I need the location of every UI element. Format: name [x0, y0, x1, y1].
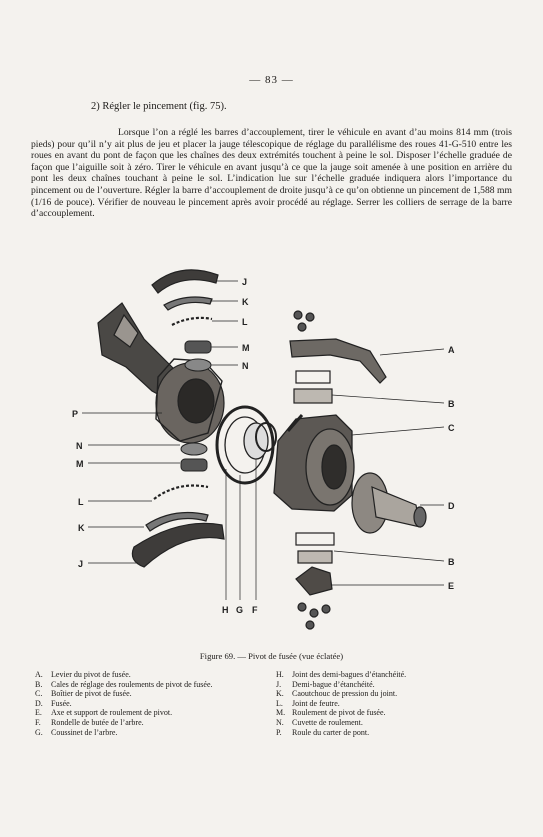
upper-bearing-group: [185, 341, 211, 371]
legend-item-P: P. Roule du carter de pont.: [276, 727, 370, 737]
knuckle-housing-drawing: [274, 415, 354, 511]
spindle-drawing: [352, 473, 426, 533]
lower-seal-group: [132, 486, 224, 568]
legend-item-G: G. Coussinet de l’arbre.: [35, 727, 118, 737]
lower-bearing-group: [181, 443, 207, 471]
callout-N-top: N: [242, 361, 249, 371]
exploded-view-figure: [40, 255, 500, 645]
legend-item-B: B. Cales de réglage des roulements de pivot de fusée.: [35, 679, 213, 689]
body-paragraph: Lorsque l’on a réglé les barres d’accouplement, tirer le véhicule en avant d’au moins 814 mm (trois pieds) pour qu’il n’y ait plus de jeu et placer la jauge télescopique de réglage du parallélisme des roues 41-G-510 entre les roues en avant du pont de façon que les chaînes des deux extrémités touchent à peine le sol. Disposer l’échelle graduée de façon que l’aiguille soit à zéro. Tirer le véhicule en avant jusqu’à ce que la jauge soit amenée à une position en arrière du pont les deux chaînes touchant à peine le sol. L’indication lue sur l’échelle graduée indiquera alors l’importance du pincement ou de l’ouverture. Régler la barre d’accouplement de droite jusqu’à ce qu’on obtienne un pincement de 1,588 mm (1/16 de pouce). Vérifier de nouveau le pincement après avoir procédé au réglage. Serrer les colliers de serrage de la barre d’accouplement.: [31, 127, 512, 220]
callout-N-bottom: N: [76, 441, 83, 451]
upper-seal-group: [152, 270, 218, 325]
figure-caption: Figure 69. — Pivot de fusée (vue éclatée): [199, 651, 344, 661]
page-number: — 83 —: [249, 74, 294, 86]
callout-E: E: [448, 581, 455, 591]
callout-K-bottom: K: [78, 523, 85, 533]
callout-G: G: [236, 605, 244, 615]
legend-item-L: L. Joint de feutre.: [276, 698, 340, 708]
legend-item-H: H. Joint des demi-bagues d’étanchéité.: [276, 670, 407, 679]
legend-item-J: J. Demi-bague d’étanchéité.: [276, 679, 375, 689]
callout-C: C: [448, 423, 455, 433]
section-heading: 2) Régler le pincement (fig. 75).: [91, 101, 227, 112]
legend-item-M: M. Roulement de pivot de fusée.: [276, 708, 386, 718]
callout-J-top: J: [242, 277, 248, 287]
legend-right-column: [276, 670, 510, 737]
callout-P: P: [72, 409, 79, 419]
legend-item-F: F. Rondelle de butée de l’arbre.: [35, 717, 144, 727]
callout-F: F: [252, 605, 258, 615]
legend-item-C: C. Boîtier de pivot de fusée.: [35, 689, 132, 699]
steering-arm-group: [290, 311, 386, 403]
legend-item-A: A. Levier du pivot de fusée.: [35, 670, 131, 679]
callout-K-top: K: [242, 297, 249, 307]
callout-L-top: L: [242, 317, 248, 327]
steering-knuckle-drawing: [40, 255, 500, 645]
legend-item-N: N. Cuvette de roulement.: [276, 717, 363, 727]
callout-A: A: [448, 345, 455, 355]
legend-item-D: D. Fusée.: [35, 698, 72, 708]
legend-item-E: E. Axe et support de roulement de pivot.: [35, 708, 173, 718]
legend-item-K: K. Caoutchouc de pression du joint.: [276, 689, 398, 699]
callout-D: D: [448, 501, 455, 511]
lower-bracket-group: [296, 533, 334, 629]
callout-B-top: B: [448, 399, 455, 409]
axle-housing-drawing: [98, 303, 224, 443]
legend-left-column: [35, 670, 275, 737]
callout-L-bottom: L: [78, 497, 84, 507]
callout-H: H: [222, 605, 229, 615]
callout-M-top: M: [242, 343, 250, 353]
callout-B-bottom: B: [448, 557, 455, 567]
callout-J-bottom: J: [78, 559, 84, 569]
callout-M-bottom: M: [76, 459, 84, 469]
